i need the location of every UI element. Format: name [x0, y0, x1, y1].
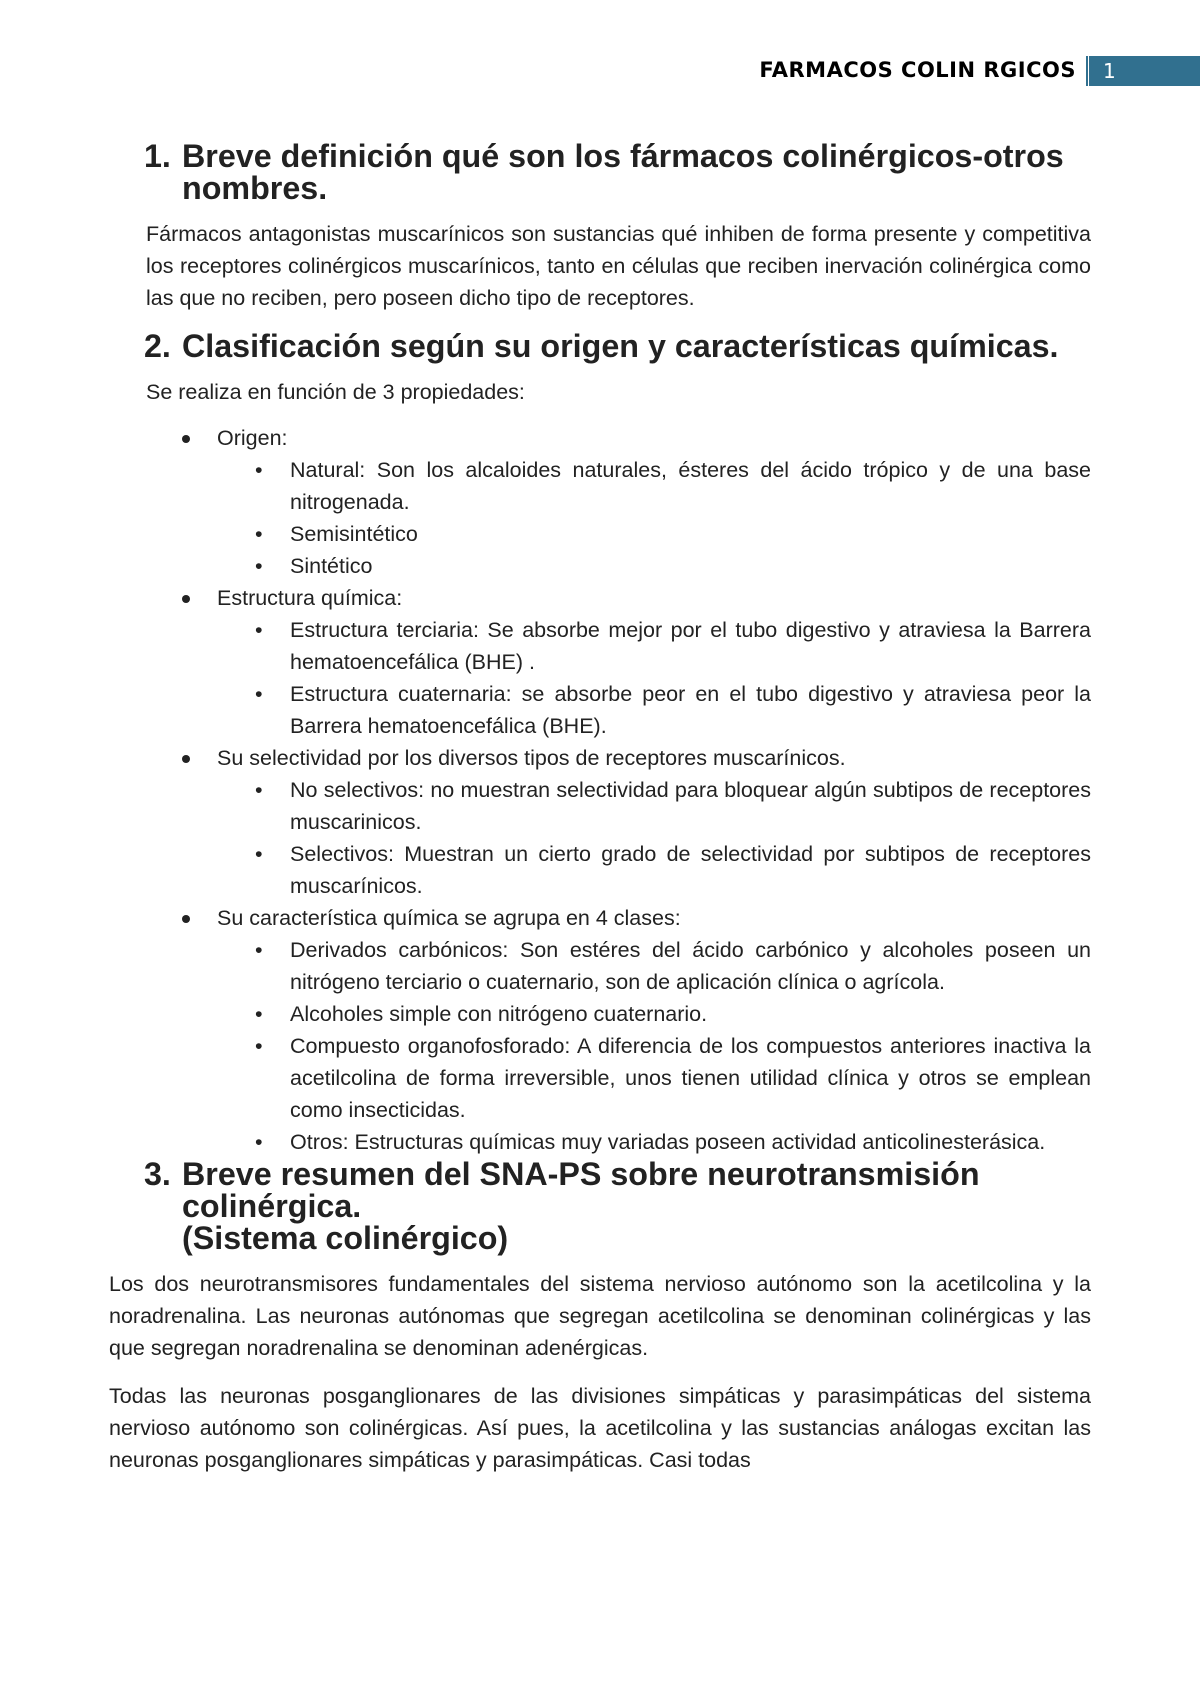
- subitem-text: Natural: Son los alcaloides naturales, ésteres del ácido trópico y de una base nitrogenada.: [290, 458, 1091, 514]
- section-1-paragraph: Fármacos antagonistas muscarínicos son sustancias qué inhiben de forma presente y competitiva los receptores colinérgicos muscarínicos, tanto en células que reciben inervación colinérgica como las que no reciben, pero poseen dicho tipo de receptores.: [146, 222, 1091, 310]
- section-3-paragraph: Los dos neurotransmisores fundamentales del sistema nervioso autónomo son la acetilcolina y la noradrenalina. Las neuronas autónomas que segregan acetilcolina se denominan colinérgicas y las que segregan noradrenalina se denominan adenérgicas.: [109, 1272, 1091, 1360]
- subitem-text: Estructura terciaria: Se absorbe mejor por el tubo digestivo y atraviesa la Barrera hematoencefálica (BHE) .: [290, 618, 1091, 674]
- group-label: Su selectividad por los diversos tipos de receptores muscarínicos.: [217, 746, 846, 770]
- bullet-icon: [182, 595, 190, 603]
- bullet-icon: •: [255, 458, 263, 482]
- bullet-icon: •: [255, 554, 263, 578]
- group-label: Su característica química se agrupa en 4 clases:: [217, 906, 681, 930]
- document-body: [109, 140, 1091, 1476]
- subitem-text: Sintético: [290, 554, 373, 578]
- subitem-text: Derivados carbónicos: Son estéres del ácido carbónico y alcoholes poseen un nitrógeno terciario o cuaternario, son de aplicación clínica o agrícola.: [290, 938, 1091, 994]
- bullet-icon: •: [255, 778, 263, 802]
- subitem-text: Selectivos: Muestran un cierto grado de selectividad por subtipos de receptores muscarínicos.: [290, 842, 1091, 898]
- section-number: 1.: [144, 138, 171, 174]
- section-2-heading: [109, 330, 1091, 362]
- group-label: Origen:: [217, 426, 288, 450]
- subitem-text: Alcoholes simple con nitrógeno cuaternario.: [290, 1002, 708, 1026]
- header-title: FARMACOS COLIN RGICOS: [759, 58, 1076, 82]
- classification-list: [109, 422, 1091, 1158]
- subitem-text: Otros: Estructuras químicas muy variadas poseen actividad anticolinesterásica.: [290, 1130, 1046, 1154]
- list-subitem: [109, 838, 1091, 902]
- list-subitem: [109, 1030, 1091, 1126]
- list-item: [109, 902, 1091, 934]
- bullet-icon: •: [255, 842, 263, 866]
- list-subitem: [109, 454, 1091, 518]
- section-title: Breve resumen del SNA-PS sobre neurotransmisión colinérgica.: [182, 1156, 980, 1224]
- bullet-icon: [182, 915, 190, 923]
- bullet-icon: •: [255, 682, 263, 706]
- header-separator: [1086, 56, 1088, 86]
- section-title: Breve definición qué son los fármacos colinérgicos-otros nombres.: [182, 138, 1064, 206]
- list-subitem: [109, 550, 1091, 582]
- list-item: [109, 422, 1091, 454]
- subitem-text: Compuesto organofosforado: A diferencia de los compuestos anteriores inactiva la acetilcolina de forma irreversible, unos tienen utilidad clínica y otros se emplean como insecticidas.: [290, 1034, 1091, 1122]
- list-subitem: [109, 678, 1091, 742]
- subitem-text: Estructura cuaternaria: se absorbe peor en el tubo digestivo y atraviesa peor la Barrera hematoencefálica (BHE).: [290, 682, 1091, 738]
- page-number: 1: [1089, 56, 1200, 86]
- section-2-intro: Se realiza en función de 3 propiedades:: [146, 380, 525, 404]
- bullet-icon: •: [255, 522, 263, 546]
- section-3-paragraph: Todas las neuronas posganglionares de las divisiones simpáticas y parasimpáticas del sistema nervioso autónomo son colinérgicas. Así pues, la acetilcolina y las sustancias análogas excitan las neuronas posganglionares simpáticas y parasimpáticas. Casi todas: [109, 1384, 1091, 1472]
- section-subtitle: (Sistema colinérgico): [182, 1220, 509, 1256]
- list-subitem: [109, 774, 1091, 838]
- list-item: [109, 742, 1091, 774]
- list-subitem: [109, 614, 1091, 678]
- list-subitem: [109, 518, 1091, 550]
- subitem-text: Semisintético: [290, 522, 418, 546]
- group-label: Estructura química:: [217, 586, 403, 610]
- list-subitem: [109, 1126, 1091, 1158]
- bullet-icon: •: [255, 1034, 263, 1058]
- section-3-heading: [109, 1158, 1091, 1254]
- section-number: 3.: [144, 1156, 171, 1192]
- bullet-icon: [182, 435, 190, 443]
- bullet-icon: •: [255, 1130, 263, 1154]
- list-subitem: [109, 998, 1091, 1030]
- bullet-icon: •: [255, 618, 263, 642]
- subitem-text: No selectivos: no muestran selectividad para bloquear algún subtipos de receptores muscarinicos.: [290, 778, 1091, 834]
- list-item: [109, 582, 1091, 614]
- list-subitem: [109, 934, 1091, 998]
- bullet-icon: •: [255, 1002, 263, 1026]
- section-title: Clasificación según su origen y características químicas.: [182, 328, 1059, 364]
- bullet-icon: [182, 755, 190, 763]
- section-1-heading: [109, 140, 1091, 204]
- bullet-icon: •: [255, 938, 263, 962]
- section-number: 2.: [144, 328, 171, 364]
